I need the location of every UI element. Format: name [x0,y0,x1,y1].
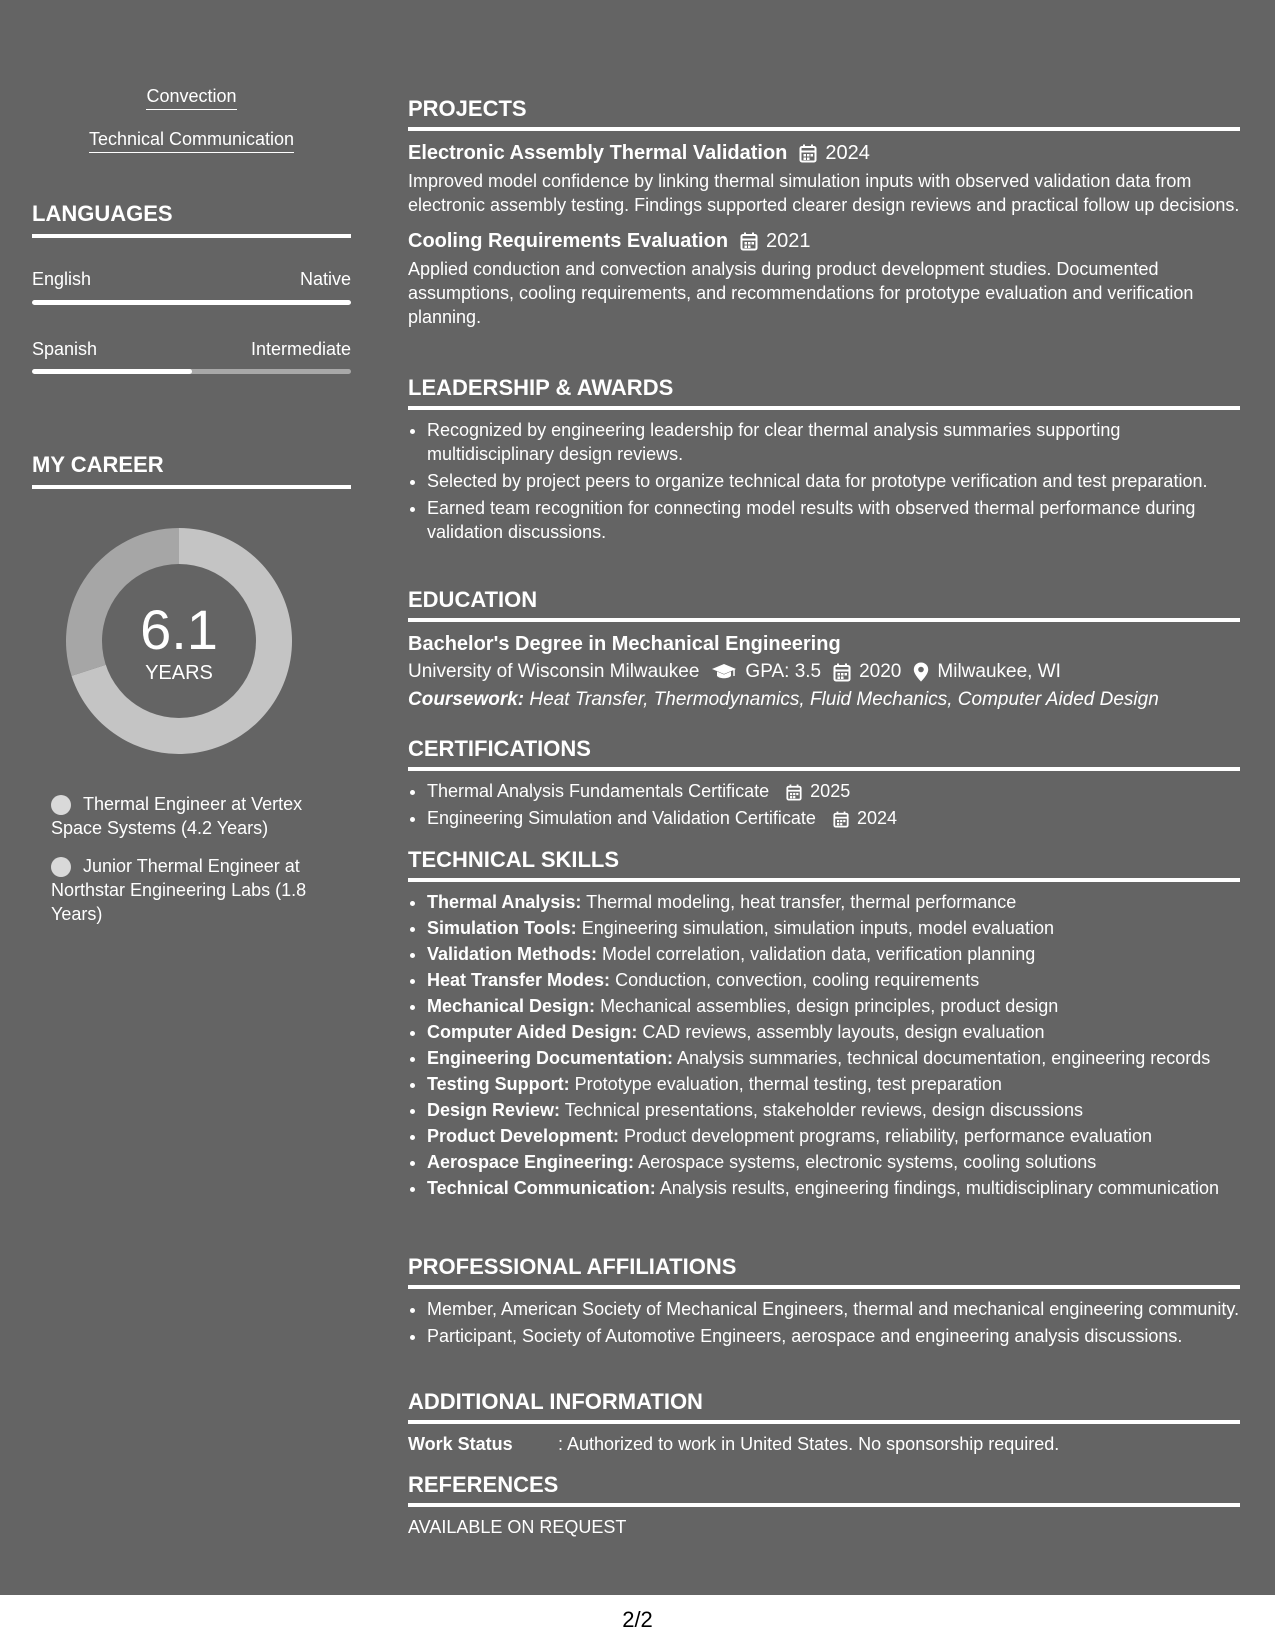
career-item-label: Thermal Engineer at Vertex Space Systems (4.2 Years) [51,794,303,838]
project-date [799,139,870,167]
career-legend-dot [51,795,71,815]
skill-category: Testing Support: [427,1074,570,1094]
skill-tag: Convection [32,84,351,110]
skill-list-item [427,1150,1240,1174]
education-section [408,586,1240,714]
affiliations-section [408,1253,1240,1351]
school-name: University of Wisconsin Milwaukee [408,661,700,682]
graduation-year-value: 2020 [859,661,902,682]
language-proficiency-fill [32,369,192,374]
skill-list-item [427,1124,1240,1148]
page-number: 2/2 [0,1595,1275,1650]
calendar-icon [799,144,817,163]
skill-values: Analysis summaries, technical documentation, engineering records [677,1048,1211,1068]
language-proficiency-fill [32,300,351,305]
project-date [740,227,811,255]
affiliations-list [408,1297,1240,1348]
calendar-icon [740,232,758,251]
education-details [408,658,1240,686]
calendar-icon [786,784,802,801]
section-heading: LEADERSHIP & AWARDS [408,374,1240,410]
section-heading: PROJECTS [408,95,1240,131]
project-title-row [408,227,1240,255]
skill-list-item [427,916,1240,940]
skill-values: Technical presentations, stakeholder reviews, design discussions [564,1100,1084,1120]
skill-values: Thermal modeling, heat transfer, thermal performance [586,892,1017,912]
language-row [32,337,351,361]
language-row [32,267,351,291]
projects-section [408,95,1240,339]
career-legend-dot [51,857,71,877]
certificate-year: 2025 [810,781,851,801]
skill-category: Technical Communication: [427,1178,656,1198]
project-title: Electronic Assembly Thermal Validation [408,142,788,164]
coursework [408,686,1240,714]
list-item: • Member, American Society of Mechanical Engineers, thermal and mechanical engineering community. [427,1297,1240,1321]
language-name: English [32,269,92,289]
skill-category: Mechanical Design: [427,996,596,1016]
skill-values: CAD reviews, assembly layouts, design evaluation [642,1022,1045,1042]
career-total-value: 6.1 [140,598,218,661]
skill-category: Thermal Analysis: [427,892,582,912]
map-pin-icon [913,662,929,682]
location [913,658,1061,686]
list-item: • Selected by project peers to organize technical data for prototype verification and test preparation. [427,469,1240,493]
skill-category: Product Development: [427,1126,620,1146]
list-item [427,779,1240,803]
skill-list-item [427,1098,1240,1122]
skill-category: Validation Methods: [427,944,598,964]
certifications-section [408,735,1240,833]
project-year: 2021 [766,230,811,252]
work-status-label: Work Status [408,1434,513,1454]
language-proficiency-bar [32,369,351,374]
career-item [51,792,331,840]
section-heading: TECHNICAL SKILLS [408,846,1240,882]
list-item: • Participant, Society of Automotive Engineers, aerospace and engineering analysis discussions. [427,1324,1240,1348]
list-item: • Earned team recognition for connecting model results with observed thermal performance during validation discussions. [427,496,1240,544]
leadership-section [408,374,1240,547]
work-status-value: : Authorized to work in United States. No sponsorship required. [558,1434,1060,1454]
skill-list-item [427,1020,1240,1044]
project-description: Improved model confidence by linking thermal simulation inputs with observed validation data from electronic assembly testing. Findings supported clearer design reviews and practical follow up decisions. [408,171,1240,215]
skill-list-item [427,1176,1240,1200]
project-description: Applied conduction and convection analysis during product development studies. Documented assumptions, cooling requirements, and recommendations for prototype evaluation and verification planning. [408,259,1194,327]
references-section [408,1471,1240,1539]
skill-values: Model correlation, validation data, verification planning [602,944,1036,964]
skill-list-item [427,1046,1240,1070]
language-proficiency-bar [32,300,351,305]
gpa [711,658,821,686]
skill-values: Product development programs, reliability, performance evaluation [624,1126,1152,1146]
project-title-row [408,139,1240,167]
certifications-list [408,779,1240,830]
skill-list-item [427,942,1240,966]
language-level: Intermediate [250,339,351,359]
section-heading: PROFESSIONAL AFFILIATIONS [408,1253,1240,1289]
graduation-cap-icon [711,663,737,681]
calendar-icon [833,663,851,682]
work-status-row [408,1432,1240,1456]
languages-heading: LANGUAGES [32,200,351,238]
skill-values: Conduction, convection, cooling requirements [615,970,980,990]
leadership-list [408,418,1240,544]
coursework-value: Heat Transfer, Thermodynamics, Fluid Mechanics, Computer Aided Design [529,689,1159,710]
career-item [51,854,331,926]
career-donut-chart [66,528,292,754]
language-level: Native [299,269,351,289]
calendar-icon [833,811,849,828]
list-item [427,806,1240,830]
section-heading: ADDITIONAL INFORMATION [408,1388,1240,1424]
certificate-name: Thermal Analysis Fundamentals Certificate [427,781,770,801]
graduation-year [833,658,901,686]
references-text: AVAILABLE ON REQUEST [408,1517,627,1537]
certificate-name: Engineering Simulation and Validation Certificate [427,808,816,828]
project-title: Cooling Requirements Evaluation [408,230,729,252]
certificate-year: 2024 [856,808,897,828]
skill-values: Prototype evaluation, thermal testing, test preparation [574,1074,1002,1094]
career-heading: MY CAREER [32,451,351,489]
skill-category: Simulation Tools: [427,918,577,938]
skill-category: Aerospace Engineering: [427,1152,635,1172]
degree-title: Bachelor's Degree in Mechanical Engineering [408,633,841,655]
language-name: Spanish [32,339,98,359]
skill-values: Engineering simulation, simulation inputs, model evaluation [581,918,1054,938]
skill-list-item [427,1072,1240,1096]
section-heading: CERTIFICATIONS [408,735,1240,771]
gpa-value: GPA: 3.5 [745,661,822,682]
technical-skills-section [408,846,1240,1202]
project-year: 2024 [825,142,870,164]
skill-category: Design Review: [427,1100,561,1120]
skill-values: Analysis results, engineering findings, multidisciplinary communication [659,1178,1219,1198]
skill-list-item [427,968,1240,992]
skill-category: Computer Aided Design: [427,1022,638,1042]
skill-category: Engineering Documentation: [427,1048,674,1068]
section-heading: REFERENCES [408,1471,1240,1507]
location-value: Milwaukee, WI [937,661,1061,682]
additional-info-section [408,1388,1240,1456]
skill-list-item [427,890,1240,914]
coursework-label: Coursework: [408,689,525,710]
list-item: • Recognized by engineering leadership for clear thermal analysis summaries supporting multidisciplinary design reviews. [427,418,1240,466]
skill-values: Mechanical assemblies, design principles, product design [600,996,1059,1016]
section-heading: EDUCATION [408,586,1240,622]
career-total-unit: YEARS [145,662,213,684]
skill-values: Aerospace systems, electronic systems, cooling solutions [638,1152,1097,1172]
technical-skills-list [408,890,1240,1200]
skill-list-item [427,994,1240,1018]
skill-category: Heat Transfer Modes: [427,970,611,990]
skill-tag: Technical Communication [32,127,351,153]
career-item-label: Junior Thermal Engineer at Northstar Engineering Labs (1.8 Years) [51,856,307,924]
